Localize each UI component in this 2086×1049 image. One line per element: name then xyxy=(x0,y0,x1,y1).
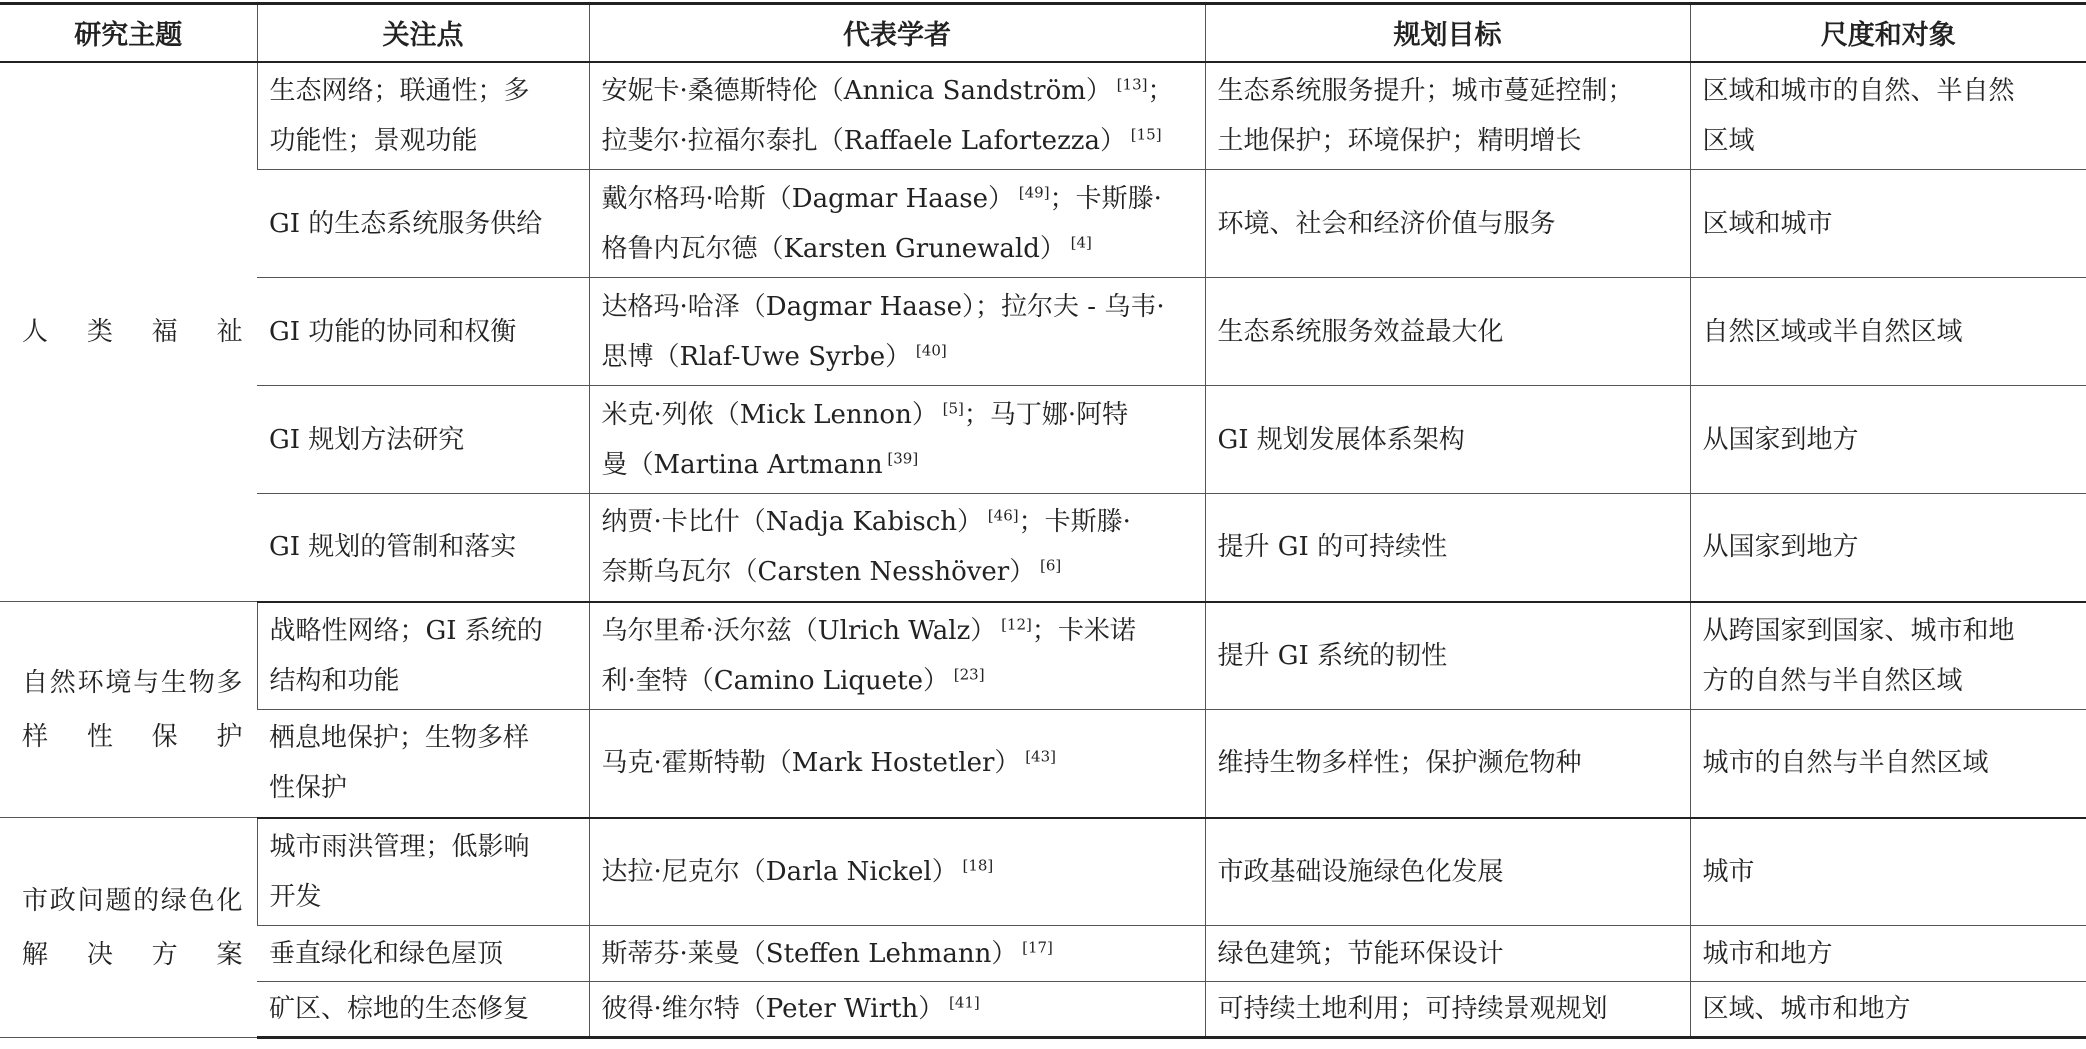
cell-theme: 市政问题的绿色化解决方案 xyxy=(0,818,257,1038)
scholar-line xyxy=(602,282,1193,332)
scholar-line xyxy=(602,606,1193,656)
header-scholar: 代表学者 xyxy=(589,4,1205,62)
scholar-continuation: ；卡斯滕· xyxy=(1049,183,1162,214)
cell-scholar xyxy=(589,494,1205,602)
table-row xyxy=(0,170,2086,278)
scholar-name: 曼（Martina Artmann xyxy=(601,449,883,480)
cell-focus xyxy=(257,494,589,602)
scholar-line xyxy=(602,497,1193,547)
focus-line: GI 规划方法研究 xyxy=(269,424,465,455)
cell-focus xyxy=(257,278,589,386)
scholar-name: 利·奎特（Camino Liquete） xyxy=(601,665,949,696)
scholar-name: 戴尔格玛·哈斯（Dagmar Haase） xyxy=(601,183,1015,214)
focus-line: 城市雨洪管理；低影响 xyxy=(269,831,530,862)
cell-scale xyxy=(1690,818,2086,926)
table-row xyxy=(0,494,2086,602)
cell-scale xyxy=(1690,494,2086,602)
cell-scale xyxy=(1690,710,2086,818)
scholar-line xyxy=(602,332,1193,382)
scholar-name: 马克·霍斯特勒（Mark Hostetler） xyxy=(601,748,1021,779)
cell-scholar xyxy=(589,602,1205,710)
header-theme: 研究主题 xyxy=(0,4,257,62)
focus-line: GI 功能的协同和权衡 xyxy=(269,316,517,347)
table-header xyxy=(0,4,2086,62)
scholar-line xyxy=(602,656,1193,706)
scholar-name: 达格玛·哈泽（Dagmar Haase）；拉尔夫 - 乌韦· xyxy=(601,291,1165,322)
citation-ref: [5] xyxy=(937,398,964,417)
citation-ref: [17] xyxy=(1017,937,1053,956)
citation-ref: [12] xyxy=(996,615,1032,634)
focus-line: 战略性网络；GI 系统的 xyxy=(269,615,543,646)
focus-line: 垂直绿化和绿色屋顶 xyxy=(269,938,504,969)
scholar-continuation: ；马丁娜·阿特 xyxy=(963,399,1129,430)
citation-ref: [41] xyxy=(944,993,980,1012)
scholar-name: 乌尔里希·沃尔兹（Ulrich Walz） xyxy=(601,615,997,646)
scholar-line xyxy=(602,738,1193,788)
citation-ref: [15] xyxy=(1125,125,1162,144)
cell-goal xyxy=(1205,818,1690,926)
cell-focus xyxy=(257,982,589,1038)
focus-line: 结构和功能 xyxy=(269,665,400,696)
scale-line: 城市和地方 xyxy=(1702,938,1833,969)
cell-scholar xyxy=(589,170,1205,278)
cell-focus xyxy=(257,62,589,170)
cell-scale xyxy=(1690,278,2086,386)
scale-line: 区域、城市和地方 xyxy=(1702,994,1911,1024)
goal-line: 可持续土地利用；可持续景观规划 xyxy=(1217,994,1608,1024)
scholar-line xyxy=(602,440,1193,490)
focus-line: GI 规划的管制和落实 xyxy=(269,532,517,563)
scale-line: 区域和城市的自然、半自然 xyxy=(1702,75,2015,106)
cell-scholar xyxy=(589,62,1205,170)
cell-scale xyxy=(1690,982,2086,1038)
scholar-continuation: ；卡米诺 xyxy=(1031,615,1136,646)
cell-scholar xyxy=(589,386,1205,494)
cell-scholar xyxy=(589,278,1205,386)
table-row xyxy=(0,602,2086,710)
citation-ref: [46] xyxy=(983,506,1019,525)
scholar-name: 斯蒂芬·莱曼（Steffen Lehmann） xyxy=(601,938,1018,969)
scholar-line xyxy=(602,984,1193,1034)
goal-line: 生态系统服务提升；城市蔓延控制； xyxy=(1217,75,1634,106)
citation-ref: [13] xyxy=(1111,75,1148,94)
table-row xyxy=(0,710,2086,818)
scale-line: 城市 xyxy=(1702,856,1755,887)
cell-scholar xyxy=(589,710,1205,818)
cell-scholar xyxy=(589,926,1205,982)
scholar-name: 奈斯乌瓦尔（Carsten Nesshöver） xyxy=(601,557,1036,588)
cell-scale xyxy=(1690,602,2086,710)
header-goal: 规划目标 xyxy=(1205,4,1690,62)
scale-line: 区域和城市 xyxy=(1702,208,1833,239)
cell-focus xyxy=(257,710,589,818)
header-scale: 尺度和对象 xyxy=(1690,4,2086,62)
cell-scale xyxy=(1690,170,2086,278)
scholar-continuation: ； xyxy=(1147,75,1174,106)
scholar-name: 格鲁内瓦尔德（Karsten Grunewald） xyxy=(601,233,1066,264)
table-row xyxy=(0,278,2086,386)
cell-scale xyxy=(1690,386,2086,494)
focus-line: 栖息地保护；生物多样 xyxy=(269,723,530,754)
scholar-name: 安妮卡·桑德斯特伦（Annica Sandström） xyxy=(601,75,1112,106)
scholar-name: 思博（Rlaf-Uwe Syrbe） xyxy=(601,341,912,372)
goal-line: 提升 GI 系统的韧性 xyxy=(1217,640,1448,671)
scale-line: 城市的自然与半自然区域 xyxy=(1702,748,1989,779)
goal-line: 市政基础设施绿色化发展 xyxy=(1217,856,1504,887)
cell-focus xyxy=(257,818,589,926)
cell-theme: 人类福祉 xyxy=(0,62,257,602)
cell-goal xyxy=(1205,62,1690,170)
citation-ref: [6] xyxy=(1035,556,1062,575)
focus-line: 生态网络；联通性；多 xyxy=(269,75,530,106)
cell-goal xyxy=(1205,278,1690,386)
scholar-line xyxy=(602,66,1193,116)
scale-line: 区域 xyxy=(1702,125,1755,156)
cell-scale xyxy=(1690,926,2086,982)
cell-goal xyxy=(1205,602,1690,710)
scholar-line xyxy=(602,224,1193,274)
goal-line: GI 规划发展体系架构 xyxy=(1217,424,1465,455)
table-row xyxy=(0,818,2086,926)
cell-focus xyxy=(257,926,589,982)
focus-line: 功能性；景观功能 xyxy=(269,125,478,156)
cell-goal xyxy=(1205,982,1690,1038)
table-body xyxy=(0,62,2086,1038)
scale-line: 方的自然与半自然区域 xyxy=(1702,665,1963,696)
cell-focus xyxy=(257,386,589,494)
citation-ref: [40] xyxy=(911,340,947,359)
cell-goal xyxy=(1205,170,1690,278)
cell-goal xyxy=(1205,494,1690,602)
citation-ref: [23] xyxy=(948,665,985,684)
citation-ref: [4] xyxy=(1065,232,1092,251)
goal-line: 土地保护；环境保护；精明增长 xyxy=(1217,125,1582,156)
focus-line: 性保护 xyxy=(269,773,348,804)
goal-line: 环境、社会和经济价值与服务 xyxy=(1217,208,1556,239)
scholar-name: 彼得·维尔特（Peter Wirth） xyxy=(601,994,945,1024)
goal-line: 生态系统服务效益最大化 xyxy=(1217,316,1504,347)
scholar-line xyxy=(602,116,1193,166)
focus-line: 矿区、棕地的生态修复 xyxy=(269,994,530,1024)
cell-goal xyxy=(1205,926,1690,982)
research-table xyxy=(0,2,2086,1039)
scholar-line xyxy=(602,390,1193,440)
header-focus: 关注点 xyxy=(257,4,589,62)
goal-line: 绿色建筑；节能环保设计 xyxy=(1217,938,1504,969)
scholar-name: 纳贾·卡比什（Nadja Kabisch） xyxy=(601,507,984,538)
scholar-name: 拉斐尔·拉福尔泰扎（Raffaele Lafortezza） xyxy=(601,125,1126,156)
citation-ref: [43] xyxy=(1020,747,1056,766)
cell-scholar xyxy=(589,982,1205,1038)
cell-scholar xyxy=(589,818,1205,926)
goal-line: 提升 GI 的可持续性 xyxy=(1217,532,1448,563)
scholar-name: 达拉·尼克尔（Darla Nickel） xyxy=(601,856,958,887)
table-row xyxy=(0,926,2086,982)
focus-line: 开发 xyxy=(269,881,322,912)
scholar-line xyxy=(602,929,1193,979)
citation-ref: [18] xyxy=(957,856,994,875)
scale-line: 从国家到地方 xyxy=(1702,424,1859,455)
scholar-name: 米克·列侬（Mick Lennon） xyxy=(601,399,938,430)
table-row xyxy=(0,386,2086,494)
cell-goal xyxy=(1205,386,1690,494)
cell-goal xyxy=(1205,710,1690,818)
focus-line: GI 的生态系统服务供给 xyxy=(269,208,543,239)
cell-focus xyxy=(257,170,589,278)
cell-scale xyxy=(1690,62,2086,170)
scholar-continuation: ；卡斯滕· xyxy=(1018,507,1131,538)
scale-line: 自然区域或半自然区域 xyxy=(1702,316,1963,347)
scale-line: 从跨国家到国家、城市和地 xyxy=(1702,615,2015,646)
scholar-line xyxy=(602,174,1193,224)
table-row xyxy=(0,982,2086,1038)
table-row xyxy=(0,62,2086,170)
citation-ref: [49] xyxy=(1014,182,1050,201)
citation-ref: [39] xyxy=(882,448,919,467)
goal-line: 维持生物多样性；保护濒危物种 xyxy=(1217,748,1582,779)
scholar-line xyxy=(602,547,1193,597)
cell-focus xyxy=(257,602,589,710)
cell-theme: 自然环境与生物多样性保护 xyxy=(0,602,257,818)
scholar-line xyxy=(602,847,1193,897)
scale-line: 从国家到地方 xyxy=(1702,532,1859,563)
